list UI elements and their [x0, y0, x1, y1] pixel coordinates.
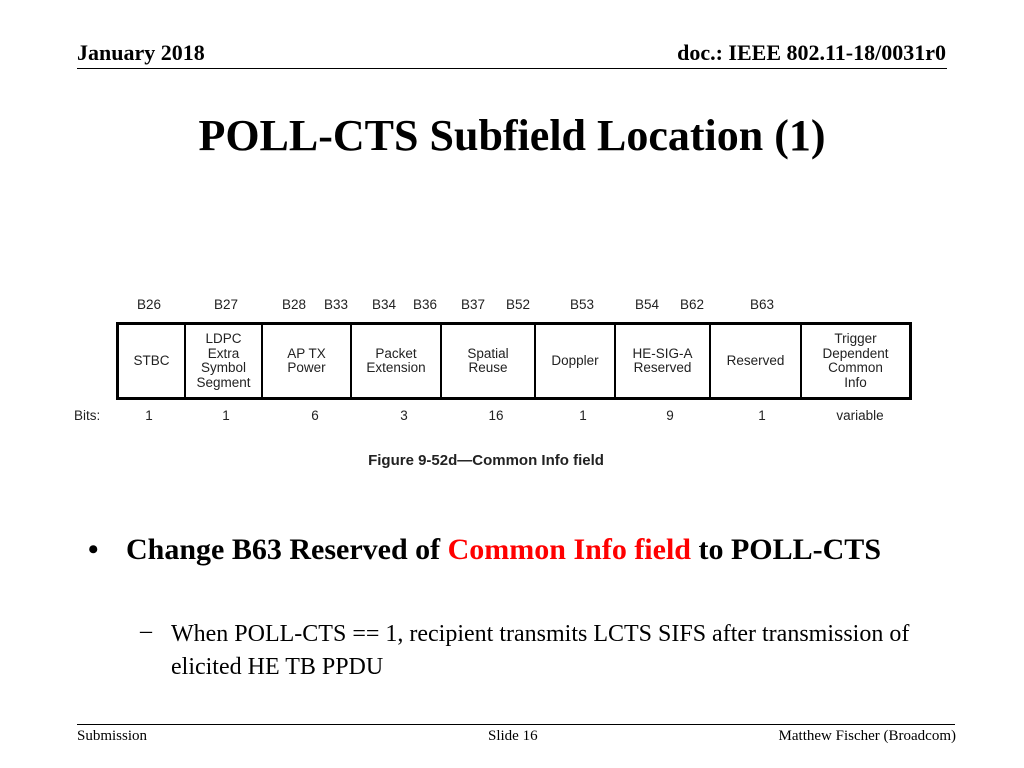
bit-count: 6 [311, 408, 319, 423]
bit-label-b53: B53 [569, 297, 595, 312]
main-bullet [126, 530, 936, 570]
field-table [116, 322, 912, 400]
field-cell: Packet Extension [350, 325, 440, 397]
header-rule [77, 68, 947, 69]
figure-caption: Figure 9-52d—Common Info field [368, 452, 604, 469]
bit-count: 9 [666, 408, 674, 423]
footer-submission: Submission [77, 728, 148, 744]
bit-label-b37: B37 [460, 297, 486, 312]
footer-rule [77, 724, 955, 725]
bit-label-b28: B28 [281, 297, 307, 312]
bullet-text-start: Change B63 Reserved of [126, 533, 448, 566]
bit-count: 16 [488, 408, 504, 423]
field-cell: Doppler [534, 325, 614, 397]
bit-label-b34: B34 [371, 297, 397, 312]
bullet-text-end: to POLL-CTS [690, 533, 882, 566]
field-cell: HE-SIG-A Reserved [614, 325, 709, 397]
bit-count: 1 [145, 408, 153, 423]
bit-label-b52: B52 [505, 297, 531, 312]
bullet-marker: • [88, 533, 99, 566]
slide-title: POLL-CTS Subfield Location (1) [198, 111, 826, 160]
bit-count: 3 [400, 408, 408, 423]
footer-author: Matthew Fischer (Broadcom) [778, 728, 956, 744]
header-doc-id: doc.: IEEE 802.11-18/0031r0 [677, 40, 946, 65]
bit-label-b33: B33 [323, 297, 349, 312]
bit-count: 1 [579, 408, 587, 423]
bit-label-b26: B26 [136, 297, 162, 312]
sub-bullet-marker: – [140, 618, 152, 644]
bullet-highlight: Common Info field [447, 533, 691, 566]
bit-count: 1 [222, 408, 230, 423]
bit-count: variable [836, 408, 884, 423]
bit-label-b36: B36 [412, 297, 438, 312]
footer-slide-number: Slide 16 [488, 728, 538, 744]
field-cell: Trigger Dependent Common Info [800, 325, 909, 397]
field-cell: STBC [133, 352, 170, 368]
bit-label-b54: B54 [634, 297, 660, 312]
bits-row-label: Bits: [74, 408, 101, 423]
field-cell: Reserved [709, 325, 800, 397]
field-cell: Spatial Reuse [440, 325, 534, 397]
bit-label-b63: B63 [749, 297, 775, 312]
field-cell: AP TX Power [261, 325, 350, 397]
header-date: January 2018 [77, 40, 205, 65]
bit-label-b27: B27 [213, 297, 239, 312]
bit-label-b62: B62 [679, 297, 705, 312]
field-cell: LDPC Extra Symbol Segment [184, 325, 261, 397]
sub-bullet: When POLL-CTS == 1, recipient transmits LCTS SIFS after transmission of elicited HE TB PPDU [171, 621, 910, 680]
bit-count: 1 [758, 408, 766, 423]
